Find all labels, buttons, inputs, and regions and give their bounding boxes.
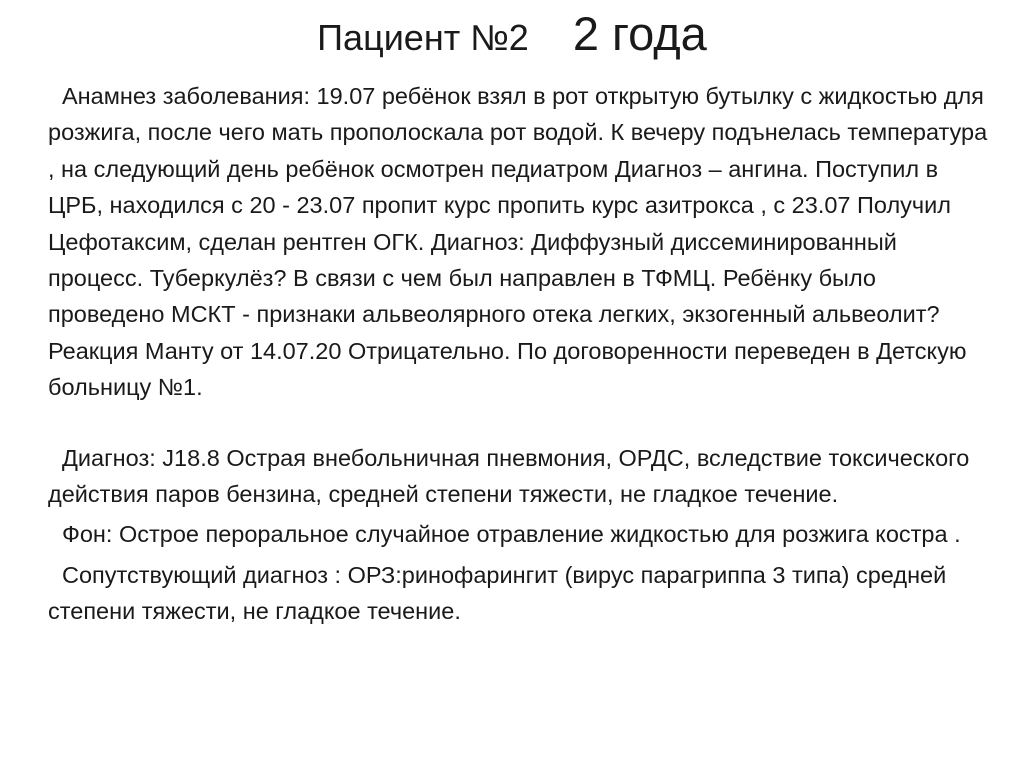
anamnesis-paragraph: Анамнез заболевания: 19.07 ребёнок взял в рот открытую бутылку с жидкостью для розжига, после чего мать прополоскала рот водой. К вечеру подънелась температура , на следующий день ребёнок осмотрен педиатром Диагноз – ангина. Поступил в ЦРБ, находился с 20 - 23.07 пропит курс пропить курс азитрокса , с 23.07 Получил Цефотаксим, сделан рентген ОГК. Диагноз: Диффузный диссеминированный процесс. Туберкулёз? В связи с чем был направлен в ТФМЦ. Ребёнку было проведено МСКТ - признаки альвеолярного отека легких, экзогенный альвеолит? Реакция Манту от 14.07.20 Отрицательно. По договоренности переведен в Детскую больницу №1.: [48, 83, 988, 401]
background-paragraph: Фон: Острое пероральное случайное отравление жидкостью для розжига костра .: [62, 521, 961, 548]
title-patient: Пациент №2: [317, 17, 529, 58]
diagnosis-paragraph: Диагноз: J18.8 Острая внебольничная пневмония, ОРДС, вследствие токсического действия паров бензина, средней степени тяжести, не гладкое течение.: [48, 444, 970, 508]
concomitant-diagnosis-paragraph: Сопутствующий диагноз : ОРЗ:ринофарингит (вирус парагриппа 3 типа) средней степени тяжести, не гладкое течение.: [48, 561, 947, 625]
slide-title: [0, 6, 1024, 62]
slide-body: [48, 78, 998, 630]
title-age: 2 года: [572, 7, 707, 60]
